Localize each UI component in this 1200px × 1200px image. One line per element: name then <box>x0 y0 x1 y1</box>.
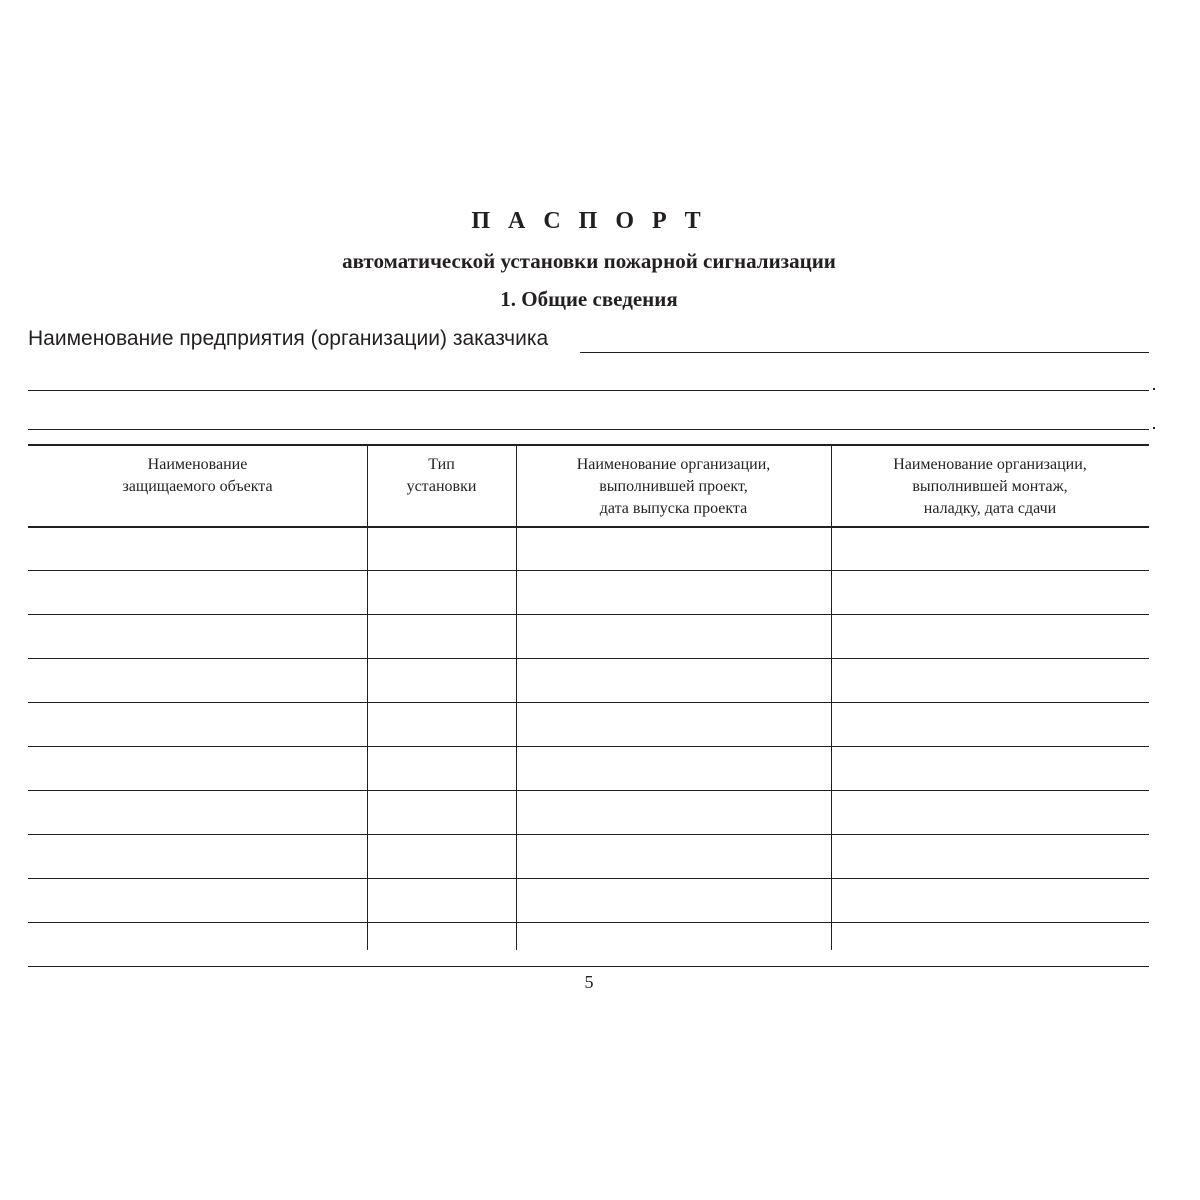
table-cell[interactable] <box>518 792 829 832</box>
table-row <box>28 834 1149 835</box>
table-cell[interactable] <box>833 616 1147 656</box>
column-header-installation-type: Тип установки <box>406 456 477 495</box>
line-end-dot <box>1153 388 1155 390</box>
table-cell[interactable] <box>30 836 365 876</box>
document-title: П А С П О Р Т <box>471 208 707 234</box>
table-cell[interactable] <box>369 880 514 920</box>
table-row <box>28 922 1149 923</box>
table-cell[interactable] <box>369 836 514 876</box>
table-cell[interactable] <box>518 572 829 612</box>
table-cell[interactable] <box>518 616 829 656</box>
customer-name-field-line-2[interactable] <box>28 390 1149 391</box>
table-cell[interactable] <box>369 572 514 612</box>
table-row <box>28 790 1149 791</box>
table-cell[interactable] <box>30 704 365 744</box>
table-cell[interactable] <box>369 792 514 832</box>
table-cell[interactable] <box>833 704 1147 744</box>
table-cell[interactable] <box>518 704 829 744</box>
table-cell[interactable] <box>518 660 829 700</box>
table-cell[interactable] <box>833 792 1147 832</box>
column-divider <box>367 444 368 950</box>
general-info-table <box>28 444 1149 952</box>
table-cell[interactable] <box>369 924 514 964</box>
table-cell[interactable] <box>518 836 829 876</box>
customer-name-field[interactable] <box>580 352 1149 353</box>
table-cell[interactable] <box>833 880 1147 920</box>
table-cell[interactable] <box>30 660 365 700</box>
page-number: 5 <box>584 972 594 992</box>
table-cell[interactable] <box>833 572 1147 612</box>
table-cell[interactable] <box>833 528 1147 568</box>
table-cell[interactable] <box>833 660 1147 700</box>
table-top-border <box>28 444 1149 446</box>
table-row <box>28 878 1149 879</box>
table-cell[interactable] <box>518 528 829 568</box>
table-cell[interactable] <box>30 924 365 964</box>
table-cell[interactable] <box>369 748 514 788</box>
table-cell[interactable] <box>369 704 514 744</box>
table-row <box>28 570 1149 571</box>
line-end-dot <box>1153 427 1155 429</box>
table-cell[interactable] <box>30 528 365 568</box>
table-row <box>28 966 1149 967</box>
table-cell[interactable] <box>369 528 514 568</box>
table-cell[interactable] <box>518 924 829 964</box>
customer-name-label: Наименование предприятия (организации) заказчика <box>28 327 549 350</box>
table-cell[interactable] <box>30 792 365 832</box>
table-cell[interactable] <box>369 616 514 656</box>
table-cell[interactable] <box>30 572 365 612</box>
document-subtitle: автоматической установки пожарной сигнализации <box>342 249 836 273</box>
table-cell[interactable] <box>518 880 829 920</box>
table-cell[interactable] <box>833 924 1147 964</box>
column-header-protected-object: Наименование защищаемого объекта <box>122 456 273 495</box>
table-cell[interactable] <box>518 748 829 788</box>
table-row <box>28 614 1149 615</box>
section-heading: 1. Общие сведения <box>500 287 678 311</box>
customer-name-field-line-3[interactable] <box>28 429 1149 430</box>
table-cell[interactable] <box>833 748 1147 788</box>
table-cell[interactable] <box>30 880 365 920</box>
table-row <box>28 702 1149 703</box>
table-cell[interactable] <box>369 660 514 700</box>
table-row <box>28 746 1149 747</box>
table-cell[interactable] <box>30 616 365 656</box>
column-header-project-organization: Наименование организации, выполнившей проект, дата выпуска проекта <box>576 456 771 517</box>
column-header-installation-organization: Наименование организации, выполнившей монтаж, наладку, дата сдачи <box>893 456 1087 517</box>
table-cell[interactable] <box>833 836 1147 876</box>
table-row <box>28 658 1149 659</box>
table-cell[interactable] <box>30 748 365 788</box>
